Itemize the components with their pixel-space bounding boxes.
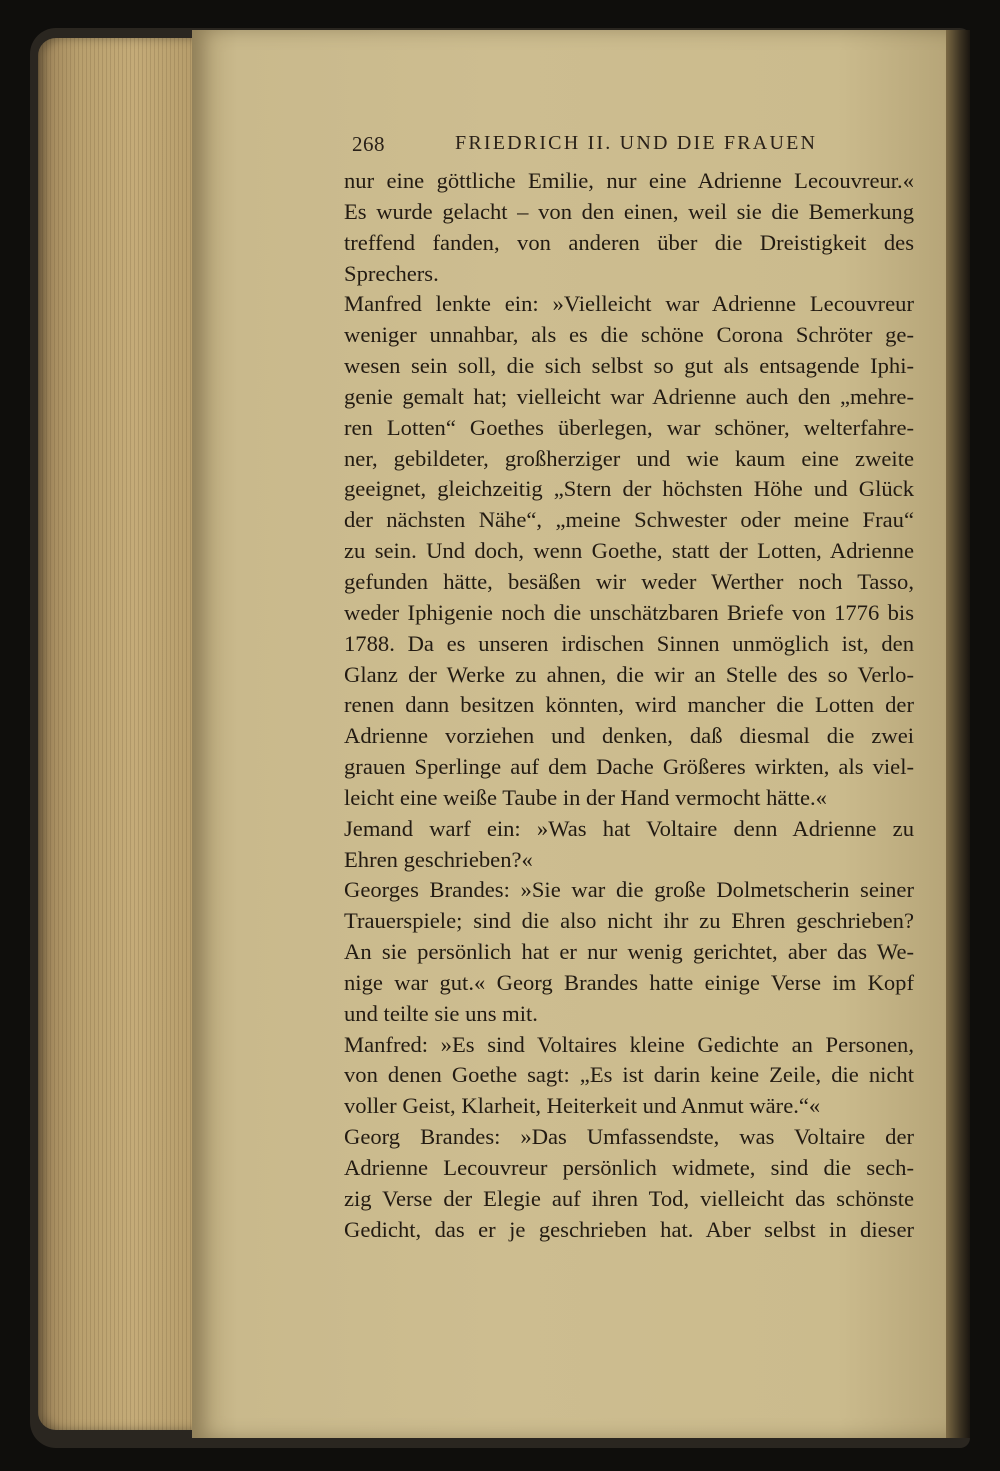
text-line: Manfred lenkte ein: »Vielleicht war Adrienne Lecouvreur	[344, 291, 914, 317]
text-line: Ehren geschrieben?«	[344, 846, 533, 872]
text-line: genie gemalt hat; vielleicht war Adrienne auch den „mehre-	[344, 383, 914, 409]
text-line: Manfred: »Es sind Voltaires kleine Gedichte an Personen,	[344, 1031, 914, 1057]
page-edges	[38, 38, 198, 1430]
text-line: Gedicht, das er je geschrieben hat. Aber selbst in dieser	[344, 1216, 914, 1242]
text-line: Georges Brandes: »Sie war die große Dolmetscherin seiner	[344, 877, 914, 903]
page-gutter	[946, 30, 970, 1438]
text-line: und teilte sie uns mit.	[344, 1000, 538, 1026]
text-line: renen dann besitzen könnten, wird mancher die Lotten der	[344, 692, 914, 718]
text-line: Georg Brandes: »Das Umfassendste, was Voltaire der	[344, 1124, 914, 1150]
text-line: geeignet, gleichzeitig „Stern der höchsten Höhe und Glück	[344, 476, 914, 502]
text-line: zu sein. Und doch, wenn Goethe, statt der Lotten, Adrienne	[344, 538, 914, 564]
text-line: von denen Goethe sagt: „Es ist darin keine Zeile, die nicht	[344, 1062, 914, 1088]
text-line: Trauerspiele; sind die also nicht ihr zu Ehren geschrieben?	[344, 908, 914, 934]
text-line: zig Verse der Elegie auf ihren Tod, vielleicht das schönste	[344, 1185, 914, 1211]
page-number: 268	[352, 132, 385, 156]
text-line: grauen Sperlinge auf dem Dache Größeres wirkten, als viel-	[344, 754, 914, 780]
running-title: FRIEDRICH II. UND DIE FRAUEN	[455, 132, 818, 154]
text-line: Adrienne vorziehen und denken, daß diesmal die zwei	[344, 723, 914, 749]
text-line: wesen sein soll, die sich selbst so gut als entsagende Iphi-	[344, 353, 914, 379]
text-line: leicht eine weiße Taube in der Hand vermocht hätte.«	[344, 784, 827, 810]
text-line: Adrienne Lecouvreur persönlich widmete, sind die sech-	[344, 1155, 914, 1180]
text-line: treffend fanden, von anderen über die Dreistigkeit des	[344, 229, 914, 255]
text-line: Jemand warf ein: »Was hat Voltaire denn Adrienne zu	[344, 815, 914, 841]
text-line: gefunden hätte, besäßen wir weder Werther noch Tasso,	[344, 568, 914, 594]
text-line: weder Iphigenie noch die unschätzbaren Briefe von 1776 bis	[344, 599, 914, 625]
text-line: An sie persönlich hat er nur wenig gerichtet, aber das We-	[344, 939, 914, 965]
body-text	[344, 166, 914, 1246]
text-line: weniger unnahbar, als es die schöne Corona Schröter ge-	[344, 322, 914, 348]
text-line: ner, gebildeter, großherziger und wie kaum eine zweite	[344, 445, 914, 471]
text-line: voller Geist, Klarheit, Heiterkeit und Anmut wäre.“«	[344, 1093, 821, 1119]
text-line: Es wurde gelacht – von den einen, weil sie die Bemerkung	[344, 198, 914, 224]
text-line: Sprechers.	[344, 260, 439, 286]
text-line: nur eine göttliche Emilie, nur eine Adrienne Lecouvreur.«	[344, 168, 914, 193]
text-line: nige war gut.« Georg Brandes hatte einige Verse im Kopf	[344, 969, 914, 995]
text-line: ren Lotten“ Goethes überlegen, war schöner, welterfahre-	[344, 414, 914, 440]
text-line: Glanz der Werke zu ahnen, die wir an Stelle des so Verlo-	[344, 661, 914, 687]
running-header	[352, 132, 912, 162]
text-line: der nächsten Nähe“, „meine Schwester oder meine Frau“	[344, 507, 914, 533]
text-line: 1788. Da es unseren irdischen Sinnen unmöglich ist, den	[344, 630, 914, 656]
